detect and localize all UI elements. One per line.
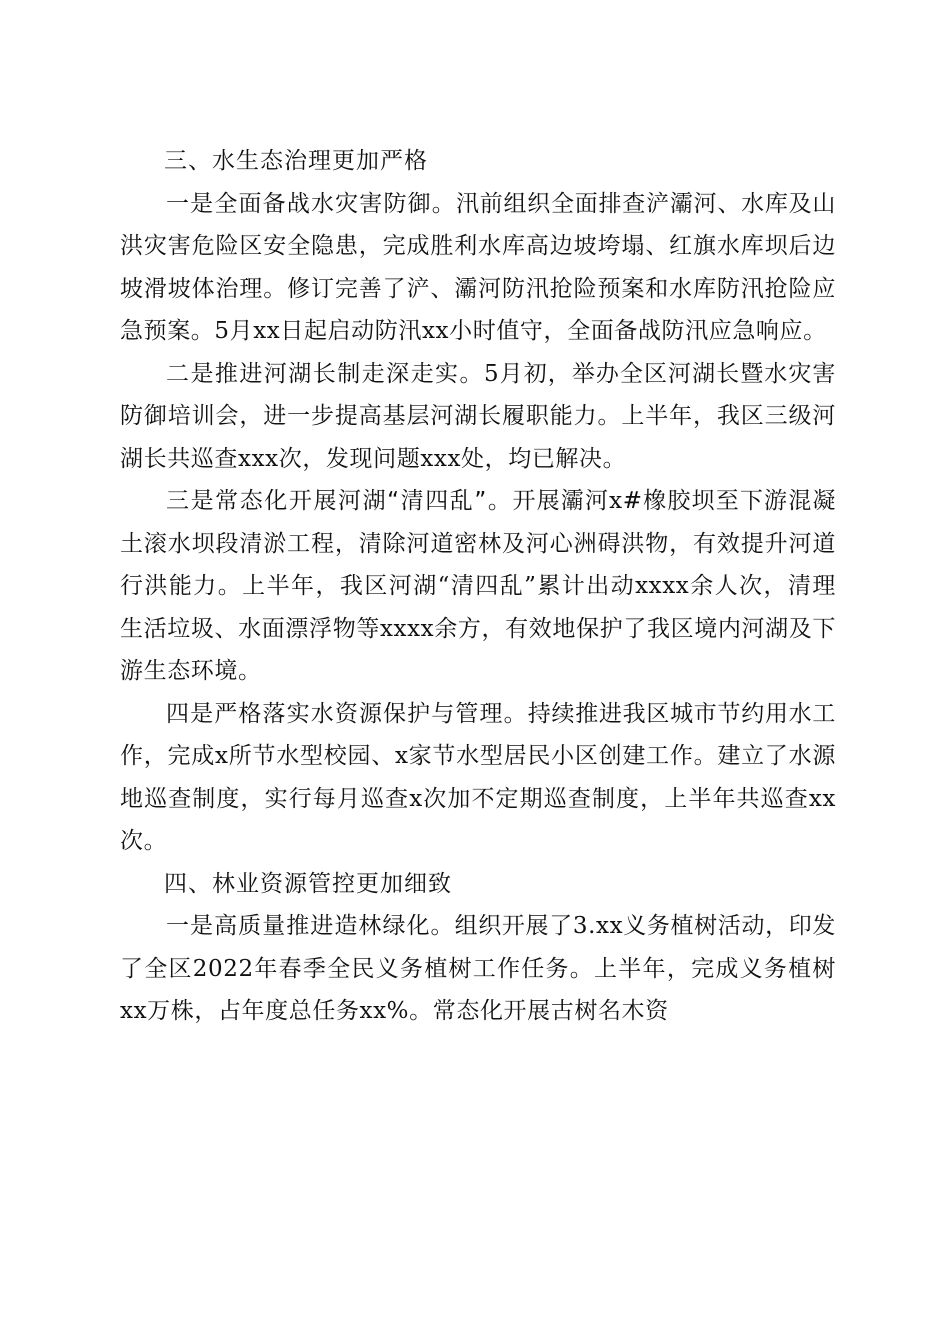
paragraph-lead: 四是严格落实水资源保护与管理。: [166, 700, 528, 727]
paragraph-body: 组织开展了3.xx义务植树活动，印发了全区2022年春季全民义务植树工作任务。上半年，完成义务植树xx万株，占年度总任务xx%。常态化开展古树名木资: [120, 913, 837, 1024]
paragraph-lead: 一是高质量推进造林绿化。: [166, 913, 455, 939]
paragraph-river-chief: [120, 353, 836, 481]
paragraph-water-resources: [120, 693, 836, 863]
paragraph-clear-four-disorders: [120, 480, 836, 693]
document-body: [120, 140, 836, 1033]
section-heading-forestry: 四、林业资源管控更加细致: [164, 870, 452, 897]
paragraph-flood-defense: [120, 183, 836, 353]
paragraph-body: 汛前组织全面排查浐灞河、水库及山洪灾害危险区安全隐患，完成胜利水库高边坡垮塌、红旗水库坝后边坡滑坡体治理。修订完善了浐、灞河防汛抢险预案和水库防汛抢险应急预案。5月xx日起启动防汛xx小时值守，全面备战防汛应急响应。: [120, 190, 836, 344]
paragraph-body: 5月初，举办全区河湖长暨水灾害防御培训会，进一步提高基层河湖长履职能力。上半年，我区三级河湖长共巡查xxx次，发现问题xxx处，均已解决。: [120, 360, 836, 472]
paragraph-body: 持续推进我区城市节约用水工作，完成x所节水型校园、x家节水型居民小区创建工作。建立了水源地巡查制度，实行每月巡查x次加不定期巡查制度，上半年共巡查xx次。: [120, 700, 836, 854]
paragraph-body: 开展灞河x#橡胶坝至下游混凝土滚水坝段清淤工程，清除河道密林及河心洲碍洪物，有效提升河道行洪能力。上半年，我区河湖“清四乱”累计出动xxxx余人次，清理生活垃圾、水面漂浮物等xxxx余方，有效地保护了我区境内河湖及下游生态环境。: [120, 488, 836, 684]
paragraph-afforestation: [120, 905, 836, 1033]
paragraph-lead: 一是全面备战水灾害防御。: [166, 190, 456, 217]
paragraph-lead: 二是推进河湖长制走深走实。: [166, 360, 484, 387]
paragraph-lead: 三是常态化开展河湖“清四乱”。: [166, 488, 513, 514]
section-heading-water-ecology: 三、水生态治理更加严格: [164, 148, 428, 174]
